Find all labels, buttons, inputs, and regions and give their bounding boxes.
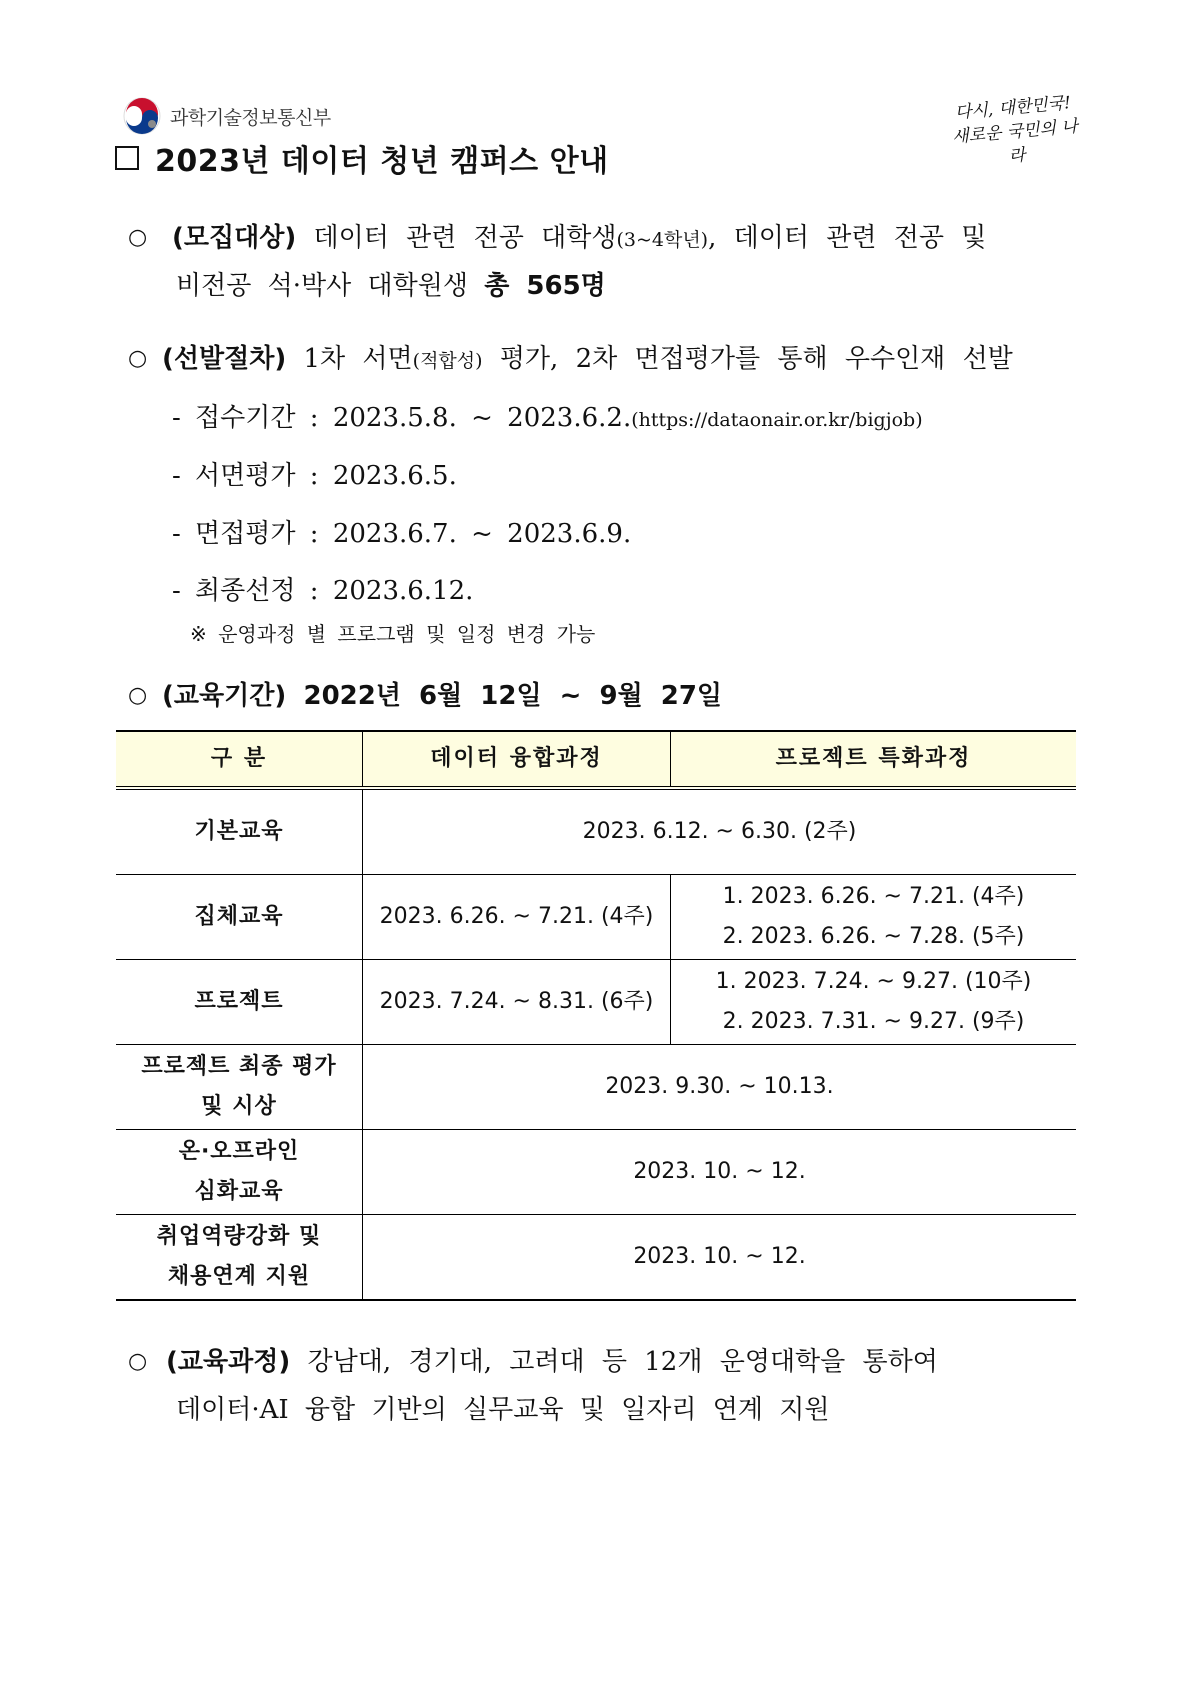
recruit-label: (모집대상)	[172, 223, 297, 253]
row-label-project: 프로젝트	[116, 960, 363, 1045]
course-text1: 강남대, 경기대, 고려대 등 12개 운영대학을 통하여	[307, 1347, 938, 1377]
recruit-text1: 데이터 관련 전공 대학생	[313, 223, 617, 253]
taegeuk-logo-icon	[122, 96, 162, 136]
row-label-advanced	[116, 1130, 363, 1215]
recruit-grade: (3~4학년)	[616, 229, 709, 251]
row-label-group: 집체교육	[116, 875, 363, 960]
header-special: 프로젝트 특화과정	[671, 731, 1077, 788]
group-fusion-period: 2023. 6.26. ~ 7.21. (4주)	[363, 875, 671, 960]
schedule-table	[116, 730, 1076, 1301]
schedule-item-interview: - 면접평가 : 2023.6.7. ~ 2023.6.9.	[172, 519, 632, 549]
eval-period: 2023. 9.30. ~ 10.13.	[363, 1045, 1077, 1130]
slogan	[947, 90, 1083, 173]
schedule-item-final: - 최종선정 : 2023.6.12.	[172, 576, 474, 606]
ministry-logo	[122, 96, 331, 136]
document-label: - 서면평가	[172, 461, 296, 491]
slogan-line2: 새로운 국민의 나라	[951, 116, 1079, 167]
table-row	[116, 1045, 1076, 1130]
header-category: 구 분	[116, 731, 363, 788]
project-special-periods	[671, 960, 1077, 1045]
schedule-item-document: - 서면평가 : 2023.6.5.	[172, 461, 457, 491]
apply-value: 2023.5.8. ~ 2023.6.2.	[332, 403, 632, 433]
eval-label-2: 및 시상	[201, 1094, 277, 1119]
project-special-1: 1. 2023. 7.24. ~ 9.27. (10주)	[715, 969, 1032, 994]
table-row	[116, 1130, 1076, 1215]
course-label: (교육과정)	[166, 1347, 291, 1377]
interview-label: - 면접평가	[172, 519, 296, 549]
table-row	[116, 788, 1076, 875]
group-special-2: 2. 2023. 6.26. ~ 7.28. (5주)	[722, 924, 1025, 949]
course-line2: 데이터·AI 융합 기반의 실무교육 및 일자리 연계 지원	[176, 1395, 830, 1425]
career-label-2: 채용연계 지원	[167, 1264, 311, 1289]
group-special-1: 1. 2023. 6.26. ~ 7.21. (4주)	[722, 884, 1025, 909]
row-label-eval	[116, 1045, 363, 1130]
selection-suit: (적합성)	[412, 350, 483, 372]
circle-bullet-icon: ○	[128, 683, 148, 708]
square-bullet-icon	[115, 146, 139, 170]
period-label: (교육기간)	[162, 681, 287, 711]
row-label-basic: 기본교육	[116, 788, 363, 875]
apply-label: - 접수기간	[172, 403, 296, 433]
career-period: 2023. 10. ~ 12.	[363, 1215, 1077, 1301]
table-row	[116, 960, 1076, 1045]
recruit-text2: , 데이터 관련 전공 및	[708, 223, 987, 253]
table-header-row	[116, 731, 1076, 788]
title-text: 2023년 데이터 청년 캠퍼스 안내	[155, 144, 609, 179]
recruit-line2	[176, 261, 606, 311]
selection-text1: 1차 서면	[303, 344, 413, 374]
header-fusion: 데이터 융합과정	[363, 731, 671, 788]
slogan-line1: 다시, 대한민국!	[954, 93, 1072, 124]
advanced-label-1: 온·오프라인	[178, 1139, 300, 1164]
recruit-line2-text: 비전공 석·박사 대학원생	[176, 271, 468, 301]
course-line1	[166, 1337, 938, 1387]
advanced-period: 2023. 10. ~ 12.	[363, 1130, 1077, 1215]
page-title	[115, 136, 609, 180]
table-row	[116, 1215, 1076, 1301]
selection-label: (선발절차)	[162, 344, 287, 374]
recruit-total: 총 565명	[484, 271, 606, 301]
circle-bullet-icon: ○	[128, 1349, 148, 1374]
final-value: 2023.6.12.	[332, 576, 474, 606]
ministry-name: 과학기술정보통신부	[170, 106, 331, 129]
interview-value: 2023.6.7. ~ 2023.6.9.	[332, 519, 632, 549]
circle-bullet-icon: ○	[128, 225, 148, 250]
project-fusion-period: 2023. 7.24. ~ 8.31. (6주)	[363, 960, 671, 1045]
circle-bullet-icon: ○	[128, 346, 148, 371]
document-value: 2023.6.5.	[332, 461, 457, 491]
table-row	[116, 875, 1076, 960]
final-label: - 최종선정	[172, 576, 296, 606]
advanced-label-2: 심화교육	[194, 1179, 284, 1204]
schedule-item-apply: - 접수기간 : 2023.5.8. ~ 2023.6.2.(https://dataonair.or.kr/bigjob)	[172, 403, 923, 433]
eval-label-1: 프로젝트 최종 평가	[141, 1054, 337, 1079]
schedule-note: ※ 운영과정 별 프로그램 및 일정 변경 가능	[190, 622, 596, 646]
period-line	[162, 671, 722, 721]
period-text: 2022년 6월 12일 ~ 9월 27일	[303, 681, 723, 711]
career-label-1: 취업역량강화 및	[156, 1224, 322, 1249]
recruit-line1	[172, 213, 986, 265]
project-special-2: 2. 2023. 7.31. ~ 9.27. (9주)	[722, 1009, 1025, 1034]
apply-url-link[interactable]: (https://dataonair.or.kr/bigjob)	[631, 409, 923, 431]
group-special-periods	[671, 875, 1077, 960]
row-label-career	[116, 1215, 363, 1301]
selection-text2: 평가, 2차 면접평가를 통해 우수인재 선발	[499, 344, 1013, 374]
selection-line	[162, 334, 1013, 386]
basic-period: 2023. 6.12. ~ 6.30. (2주)	[363, 788, 1077, 875]
